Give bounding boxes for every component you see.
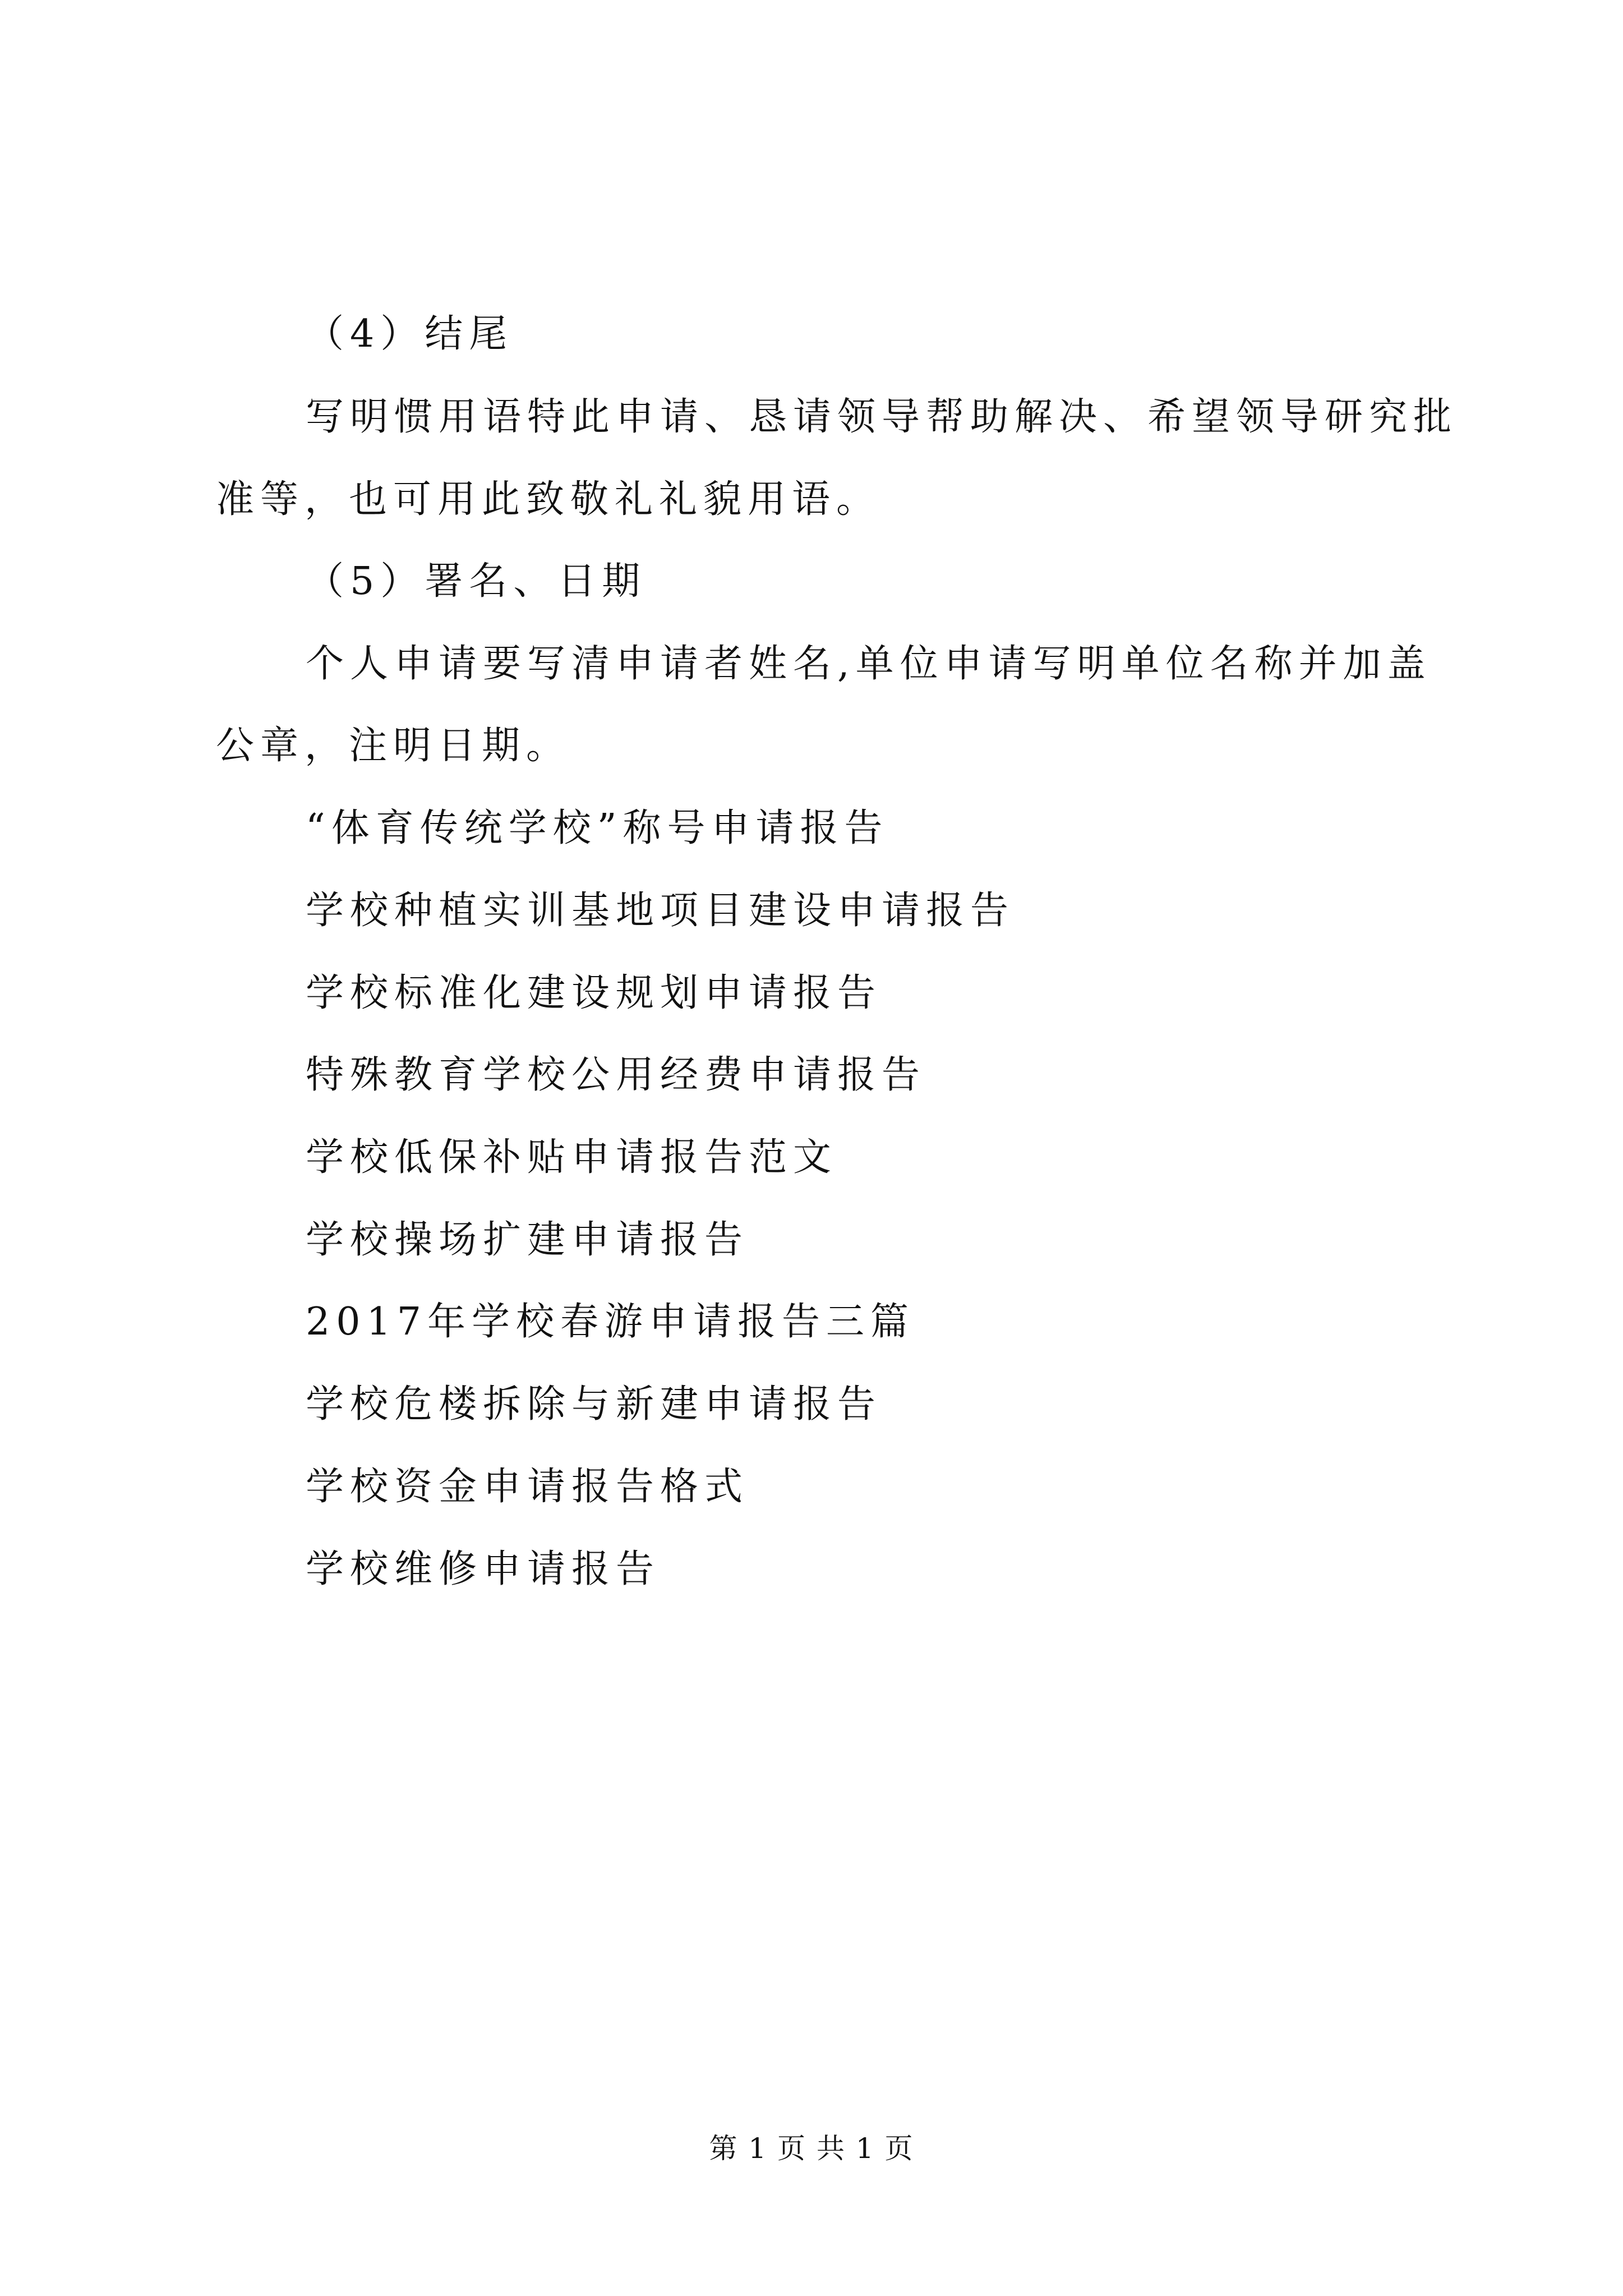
related-title-9[interactable]: 学校资金申请报告格式: [306, 1465, 749, 1509]
page-number-footer: 第 1 页 共 1 页: [709, 2132, 914, 2165]
related-title-1[interactable]: “体育传统学校”称号申请报告: [306, 806, 889, 850]
related-title-8[interactable]: 学校危楼拆除与新建申请报告: [306, 1382, 882, 1427]
section-5-paragraph-line-2: 公章，注明日期。: [216, 724, 571, 768]
section-4-paragraph-line-2: 准等，也可用此致敬礼礼貌用语。: [216, 477, 881, 522]
related-title-2[interactable]: 学校种植实训基地项目建设申请报告: [306, 889, 1015, 933]
related-title-3[interactable]: 学校标准化建设规划申请报告: [306, 971, 882, 1015]
section-5-paragraph-line-1: 个人申请要写清申请者姓名,单位申请写明单位名称并加盖: [306, 642, 1432, 686]
section-5-heading: （5）署名、日期: [306, 559, 647, 604]
section-4-heading: （4）结尾: [306, 312, 514, 356]
related-title-10[interactable]: 学校维修申请报告: [306, 1547, 661, 1591]
related-title-4[interactable]: 特殊教育学校公用经费申请报告: [306, 1053, 926, 1097]
section-4-paragraph-line-1: 写明惯用语特此申请、恳请领导帮助解决、希望领导研究批: [306, 395, 1458, 439]
related-title-7[interactable]: 2017年学校春游申请报告三篇: [306, 1300, 915, 1344]
related-title-6[interactable]: 学校操场扩建申请报告: [306, 1218, 749, 1262]
related-title-5[interactable]: 学校低保补贴申请报告范文: [306, 1135, 838, 1180]
